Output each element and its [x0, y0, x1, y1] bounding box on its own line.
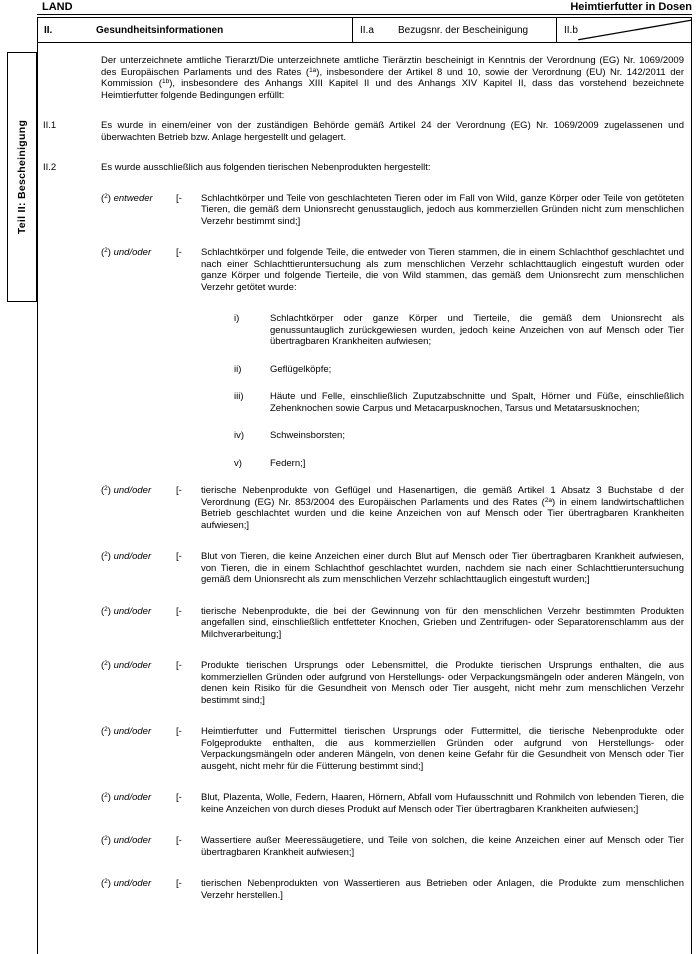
part-ii-tab: [7, 52, 37, 302]
intro-number-spacer: [43, 55, 101, 101]
sub-item-text: Geflügelköpfe;: [270, 363, 332, 375]
sub-item-roman: i): [234, 313, 240, 324]
condition-text: Blut von Tieren, die keine Anzeichen einer durch Blut auf Mensch oder Tier übertragbaren Krankheit aufwiesen, von Tieren, die in einem Schlachthof geschlachtet wurden, nachdem sie nach einer Schlachttieruntersuchung gemäß dem Unionsrecht als zum menschlichen Verzehr schlachttauglich eingestuft wurden;]: [201, 551, 684, 585]
open-bracket: [-: [176, 878, 182, 889]
header-divider: [37, 14, 692, 15]
condition-footnote-ref: 2: [104, 605, 108, 613]
condition-conjunction: und/oder: [113, 726, 152, 737]
clause-text: Es wurde in einem/einer von der zuständigen Behörde gemäß Artikel 24 der Verordnung (EG) Nr. 1069/2009 zugelassenen und überwachten Betrieb bzw. Anlage hergestellt und gelagert.: [101, 120, 684, 143]
condition-label: ($^2$) und/oder: [101, 247, 152, 258]
condition-label: ($^2$) und/oder: [101, 660, 152, 671]
ref-label: Bezugsnr. der Bescheinigung: [398, 24, 529, 36]
clause-row: [43, 162, 684, 174]
clause-row: [43, 120, 684, 143]
condition-label: ($^2$) und/oder: [101, 605, 152, 617]
sub-item-text: Federn;]: [270, 457, 306, 469]
sub-item: [234, 313, 684, 348]
condition-conjunction: und/oder: [113, 835, 152, 846]
condition-footnote-ref: 2: [104, 247, 108, 254]
open-bracket: [-: [176, 485, 182, 496]
sub-item-text: Häute und Felle, einschließlich Zuputzabschnitte und Spalt, Hörner und Füße, einschließlich Zehenknochen sowie Carpus und Metacarpusknochen, Tarsus und Metatarsusknochen;: [270, 391, 684, 414]
condition-text: Schlachtkörper und folgende Teile, die entweder von Tieren stammen, die in einem Schlachthof geschlachtet und nach einer Schlachttieruntersuchung als zum menschlichen Verzehr schlachttauglich eingestuft wurden oder ganze Körper und folgende Tierteile, die von Wild stammen, das gemäß dem Unionsrecht zum menschlichen Verzehr getötet wurde:: [201, 247, 684, 293]
condition-conjunction: und/oder: [113, 878, 152, 889]
open-bracket: [-: [176, 605, 182, 617]
land-label: LAND: [42, 1, 73, 13]
condition-text: Heimtierfutter und Futtermittel tierischen Ursprungs oder Futtermittel, die tierische Nebenprodukte oder Folgeprodukte enthalten, die aus kommerziellen Gründen oder aufgrund von Herstellungs- oder Verpackungsmängeln oder anderen Mängeln, von denen keine Gefahr für die Gesundheit von Mensch oder Tier ausgeht, nicht mehr für die Fütterung bestimmt sind;]: [201, 726, 684, 772]
sub-item-roman: v): [234, 457, 242, 469]
condition-item: [101, 247, 684, 293]
footnote-ref: 1b: [161, 78, 170, 85]
clause-text: Es wurde ausschließlich aus folgenden tierischen Nebenprodukten hergestellt:: [101, 162, 431, 173]
condition-label: ($^2$) und/oder: [101, 792, 152, 803]
open-bracket: [-: [176, 192, 182, 204]
cell-iib: [557, 18, 691, 42]
open-bracket: [-: [176, 726, 182, 737]
sub-item: [234, 364, 684, 376]
condition-label: ($^2$) und/oder: [101, 485, 152, 496]
condition-conjunction: und/oder: [113, 551, 152, 562]
condition-item: [101, 485, 684, 531]
condition-label: ($^2$) und/oder: [101, 551, 152, 562]
condition-item: [101, 660, 684, 706]
sub-item-text: Schlachtkörper oder ganze Körper und Tierteile, die gemäß dem Unionsrecht als genussuntauglich zurückgewiesen wurden, jedoch keine Anzeichen von auf Mensch oder Tier übertragbaren Krankheiten aufwiesen;: [270, 313, 684, 347]
sub-item-roman: iii): [234, 391, 244, 402]
section-header-row: [38, 18, 691, 43]
condition-conjunction: und/oder: [113, 605, 152, 617]
sub-item: [234, 458, 684, 470]
condition-text: Produkte tierischen Ursprungs oder Lebensmittel, die Produkte tierischen Ursprungs enthalten, die aus kommerziellen Gründen oder aufgrund von Herstellungs- oder Verpackungsmängeln oder anderen Mängeln, von denen kein Risiko für die Gesundheit von Mensch oder Tier ausgeht, nicht mehr zum menschlichen Verzehr bestimmt sind;]: [201, 660, 684, 706]
doc-type-label: Heimtierfutter in Dosen: [570, 1, 692, 13]
condition-footnote-ref: 2: [104, 660, 108, 667]
sub-item: [234, 430, 684, 442]
condition-item: [101, 792, 684, 815]
condition-text: Blut, Plazenta, Wolle, Federn, Haaren, Hörnern, Abfall vom Hufausschnitt und Rohmilch von lebenden Tieren, die keine Anzeichen von durch dieses Produkt auf Mensch oder Tier übertragbaren Krankheiten aufwiesen;]: [201, 792, 684, 815]
certificate-content: [38, 43, 691, 901]
condition-item: [101, 726, 684, 772]
items-container: [43, 193, 684, 902]
condition-footnote-ref: 2: [104, 835, 108, 842]
open-bracket: [-: [176, 551, 182, 562]
condition-footnote-ref: 2: [104, 792, 108, 799]
condition-text: Schlachtkörper und Teile von geschlachteten Tieren oder im Fall von Wild, ganze Körper oder Teile von getöteten Tieren, die gemäß dem Unionsrecht genusstauglich, jedoch aus kommerziellen Gründen nicht zum menschlichen Verzehr bestimmt sind;]: [201, 192, 684, 227]
sub-item-text: Schweinsborsten;: [270, 430, 345, 441]
open-bracket: [-: [176, 835, 182, 846]
open-bracket: [-: [176, 660, 182, 671]
certificate-box: [37, 17, 692, 954]
condition-item: [101, 606, 684, 641]
condition-conjunction: und/oder: [113, 485, 152, 496]
condition-conjunction: und/oder: [113, 792, 152, 803]
clause-num: II.1: [43, 120, 57, 131]
intro-text: Der unterzeichnete amtliche Tierarzt/Die unterzeichnete amtliche Tierärztin bescheinigt in Kenntnis der Verordnung (EG) Nr. 1069/2009 des Europäischen Parlaments und des Rates ($^{1a}$), insbesondere der Artikel 8 und 10, sowie der Verordnung (EU) Nr. 142/2011 der Kommission ($^{1b}$), insbesondere des Anhangs XIII Kapitel II und des Anhangs XIV Kapitel II, dass das vorstehend bezeichnete Heimtierfutter folgende Bedingungen erfüllt:: [101, 55, 684, 101]
condition-conjunction: entweder: [113, 192, 153, 204]
reference-number-cell: [353, 18, 557, 42]
ref-code: II.a: [360, 24, 374, 36]
condition-text: tierische Nebenprodukte von Geflügel und Hasenartigen, die gemäß Artikel 1 Absatz 3 Buchstabe d der Verordnung (EG) Nr. 853/2004 des Europäischen Parlaments und des Rates ($^{2a}$) in einem landwirtschaftlichen Betrieb geschlachtet wurden und die keine Anzeichen von auf Mensch oder Tier übertragbaren Krankheiten aufwiesen;]: [201, 485, 684, 531]
condition-text: tierischen Nebenprodukten von Wassertieren aus Betrieben oder Anlagen, die Produkte zum menschlichen Verzehr herstellen.]: [201, 878, 684, 901]
condition-footnote-ref: 2: [104, 485, 108, 492]
condition-label: ($^2$) und/oder: [101, 726, 152, 737]
condition-label: ($^2$) und/oder: [101, 878, 152, 889]
footnote-ref: 2a: [544, 496, 552, 504]
condition-footnote-ref: 2: [104, 726, 108, 733]
sub-item-roman: iv): [234, 430, 245, 441]
open-bracket: [-: [176, 247, 182, 258]
cell-iib-code: II.b: [564, 24, 578, 36]
sub-item-roman: ii): [234, 363, 242, 375]
condition-footnote-ref: 2: [104, 551, 108, 558]
section-title: Gesundheitsinformationen: [96, 24, 224, 36]
condition-item: [101, 551, 684, 586]
condition-text: tierische Nebenprodukte, die bei der Gewinnung von für den menschlichen Verzehr bestimmten Produkten angefallen sind, einschließlich entfetteter Knochen, Grieben und Zentrifugen- oder Separatorenschlamm aus der Milchverarbeitung;]: [201, 605, 684, 640]
open-bracket: [-: [176, 792, 182, 803]
condition-conjunction: und/oder: [113, 247, 152, 258]
condition-item: [101, 835, 684, 858]
condition-label: ($^2$) und/oder: [101, 835, 152, 846]
condition-item: [101, 193, 684, 228]
section-number: II.: [44, 24, 53, 36]
part-ii-tab-label: Teil II: Bescheinigung: [16, 119, 28, 235]
footnote-ref: 1a: [309, 66, 317, 74]
sub-item: [234, 391, 684, 414]
condition-footnote-ref: 2: [104, 192, 108, 200]
condition-conjunction: und/oder: [113, 660, 152, 671]
condition-item: [101, 878, 684, 901]
condition-text: Wassertiere außer Meeressäugetiere, und Teile von solchen, die keine Anzeichen einer auf Mensch oder Tier übertragbaren Krankheit aufwiesen;]: [201, 835, 684, 858]
condition-footnote-ref: 2: [104, 878, 108, 885]
page-header: [37, 1, 692, 13]
section-title-cell: [38, 18, 353, 42]
condition-label: ($^2$) entweder: [101, 192, 153, 204]
intro-row: [43, 55, 684, 101]
clause-num: II.2: [43, 162, 57, 173]
